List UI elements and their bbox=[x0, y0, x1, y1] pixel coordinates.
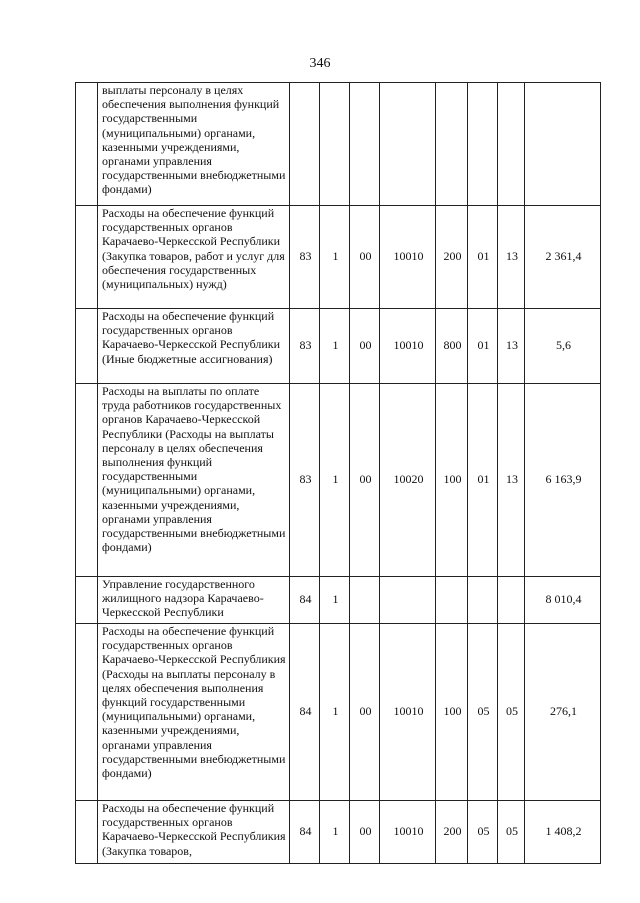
code-cell: 10010 bbox=[380, 801, 436, 864]
code-cell: 10010 bbox=[380, 309, 436, 384]
page-number: 346 bbox=[309, 56, 331, 71]
amount-cell: 5,6 bbox=[525, 309, 601, 384]
code-cell: 1 bbox=[320, 801, 350, 864]
table-row bbox=[76, 577, 601, 624]
code-cell bbox=[380, 83, 436, 206]
code-cell: 83 bbox=[290, 309, 320, 384]
code-cell bbox=[498, 577, 525, 624]
amount-cell: 1 408,2 bbox=[525, 801, 601, 864]
amount-cell: 8 010,4 bbox=[525, 577, 601, 624]
row-marker-cell bbox=[76, 206, 98, 309]
row-marker-cell bbox=[76, 309, 98, 384]
code-cell bbox=[436, 577, 468, 624]
code-cell: 200 bbox=[436, 801, 468, 864]
table-row bbox=[76, 309, 601, 384]
code-cell: 1 bbox=[320, 384, 350, 577]
row-marker-cell bbox=[76, 624, 98, 801]
description-cell: выплаты персоналу в целях обеспечения выполнения функций государственными (муниципальными) органами, казенными учреждениями, органами управления государственными внебюджетными фондами) bbox=[98, 83, 290, 206]
description-cell: Расходы на обеспечение функций государственных органов Карачаево-Черкесской Республикия (Расходы на выплаты персоналу в целях обеспечения выполнения функций государственными (муниципальными) органами, казенными учреждениями, органами управления государственными внебюджетными фондами) bbox=[98, 624, 290, 801]
code-cell: 1 bbox=[320, 309, 350, 384]
code-cell bbox=[350, 83, 380, 206]
code-cell: 100 bbox=[436, 384, 468, 577]
code-cell: 13 bbox=[498, 384, 525, 577]
table-row bbox=[76, 206, 601, 309]
code-cell: 01 bbox=[468, 206, 498, 309]
code-cell bbox=[468, 83, 498, 206]
row-marker-cell bbox=[76, 384, 98, 577]
code-cell: 05 bbox=[498, 801, 525, 864]
budget-table bbox=[75, 82, 601, 864]
description-cell: Расходы на обеспечение функций государственных органов Карачаево-Черкесской Республикия (Закупка товаров, bbox=[98, 801, 290, 864]
table-row bbox=[76, 384, 601, 577]
description-cell: Расходы на обеспечение функций государственных органов Карачаево-Черкесской Республики (Иные бюджетные ассигнования) bbox=[98, 309, 290, 384]
code-cell: 83 bbox=[290, 206, 320, 309]
code-cell: 05 bbox=[468, 801, 498, 864]
code-cell: 84 bbox=[290, 801, 320, 864]
amount-cell: 276,1 bbox=[525, 624, 601, 801]
code-cell: 13 bbox=[498, 206, 525, 309]
table-row bbox=[76, 83, 601, 206]
code-cell: 200 bbox=[436, 206, 468, 309]
amount-cell: 6 163,9 bbox=[525, 384, 601, 577]
row-marker-cell bbox=[76, 577, 98, 624]
code-cell: 01 bbox=[468, 384, 498, 577]
code-cell: 00 bbox=[350, 206, 380, 309]
code-cell: 13 bbox=[498, 309, 525, 384]
code-cell: 100 bbox=[436, 624, 468, 801]
code-cell: 00 bbox=[350, 624, 380, 801]
code-cell: 05 bbox=[468, 624, 498, 801]
row-marker-cell bbox=[76, 83, 98, 206]
description-cell: Расходы на выплаты по оплате труда работников государственных органов Карачаево-Черкесской Республики (Расходы на выплаты персоналу в целях обеспечения выполнения функций государственными (муниципальными) органами, казенными учреждениями, органами управления государственными внебюджетными фондами) bbox=[98, 384, 290, 577]
code-cell: 00 bbox=[350, 801, 380, 864]
amount-cell bbox=[525, 83, 601, 206]
code-cell: 83 bbox=[290, 384, 320, 577]
code-cell: 10010 bbox=[380, 206, 436, 309]
code-cell bbox=[380, 577, 436, 624]
code-cell bbox=[350, 577, 380, 624]
code-cell bbox=[498, 83, 525, 206]
code-cell: 84 bbox=[290, 624, 320, 801]
code-cell: 10010 bbox=[380, 624, 436, 801]
code-cell: 05 bbox=[498, 624, 525, 801]
table-row bbox=[76, 801, 601, 864]
code-cell: 10020 bbox=[380, 384, 436, 577]
table-row bbox=[76, 624, 601, 801]
code-cell: 84 bbox=[290, 577, 320, 624]
code-cell: 1 bbox=[320, 624, 350, 801]
amount-cell: 2 361,4 bbox=[525, 206, 601, 309]
code-cell bbox=[290, 83, 320, 206]
code-cell: 800 bbox=[436, 309, 468, 384]
code-cell bbox=[320, 83, 350, 206]
code-cell bbox=[436, 83, 468, 206]
code-cell bbox=[468, 577, 498, 624]
code-cell: 00 bbox=[350, 384, 380, 577]
code-cell: 1 bbox=[320, 206, 350, 309]
code-cell: 1 bbox=[320, 577, 350, 624]
code-cell: 00 bbox=[350, 309, 380, 384]
row-marker-cell bbox=[76, 801, 98, 864]
description-cell: Расходы на обеспечение функций государственных органов Карачаево-Черкесской Республики (Закупка товаров, работ и услуг для обеспечения государственных (муниципальных) нужд) bbox=[98, 206, 290, 309]
code-cell: 01 bbox=[468, 309, 498, 384]
description-cell: Управление государственного жилищного надзора Карачаево-Черкесской Республики bbox=[98, 577, 290, 624]
